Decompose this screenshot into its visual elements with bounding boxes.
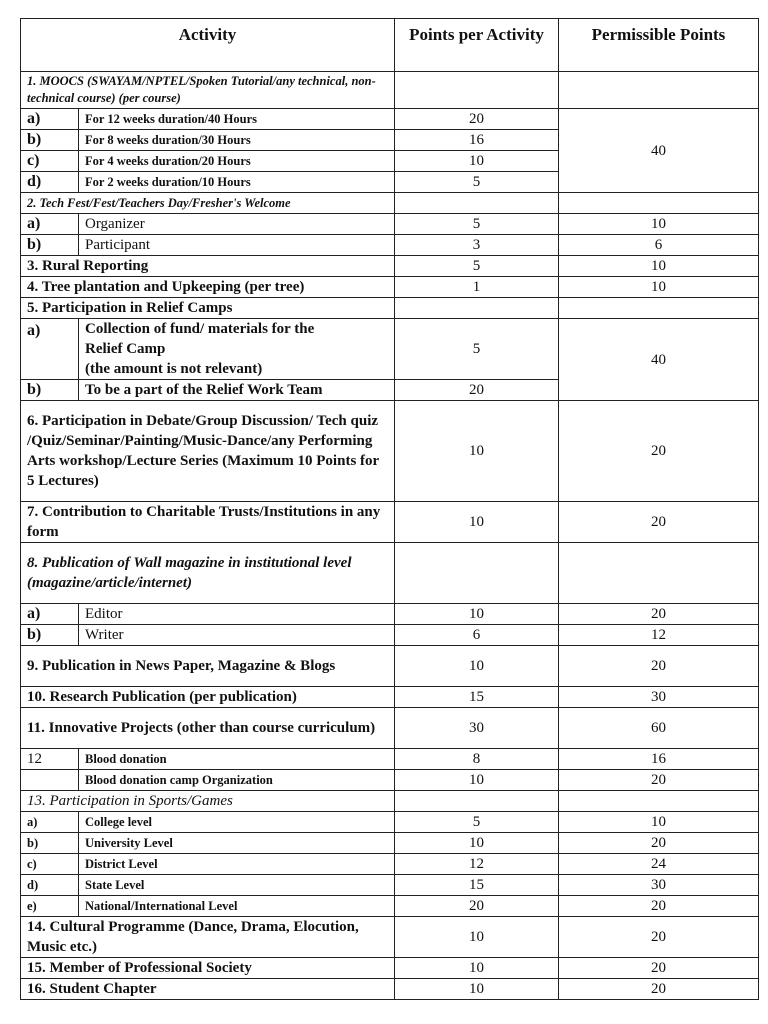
section-8-title: 8. Publication of Wall magazine in institutional level (magazine/article/internet) <box>21 543 395 604</box>
table-row <box>21 625 759 646</box>
item-letter: b) <box>21 625 79 646</box>
section-15-points: 10 <box>395 958 559 979</box>
item-permissible: 20 <box>559 833 759 854</box>
section-3-permissible: 10 <box>559 256 759 277</box>
item-label <box>79 319 395 380</box>
table-row <box>21 214 759 235</box>
section-6-title: 6. Participation in Debate/Group Discussion/ Tech quiz /Quiz/Seminar/Painting/Music-Dance/any Performing Arts workshop/Lecture Series (Maximum 10 Points for 5 Lectures) <box>21 401 395 502</box>
section-10-points: 15 <box>395 687 559 708</box>
item-points: 10 <box>395 833 559 854</box>
header-permissible-points: Permissible Points <box>559 19 759 72</box>
section-15-row <box>21 958 759 979</box>
item-permissible: 24 <box>559 854 759 875</box>
item-letter: e) <box>21 896 79 917</box>
section-1-permissible <box>559 72 759 109</box>
item-letter: c) <box>21 151 79 172</box>
section-10-row <box>21 687 759 708</box>
item-label: Writer <box>79 625 395 646</box>
section-13-permissible <box>559 791 759 812</box>
section-4-permissible: 10 <box>559 277 759 298</box>
item-points: 12 <box>395 854 559 875</box>
item-letter: c) <box>21 854 79 875</box>
item-permissible: 6 <box>559 235 759 256</box>
activity-points-table <box>20 18 759 1000</box>
table-row <box>21 109 759 130</box>
section-2-row <box>21 193 759 214</box>
item-label: National/International Level <box>79 896 395 917</box>
section-16-permissible: 20 <box>559 979 759 1000</box>
section-12-number: 12 <box>21 749 79 770</box>
section-11-permissible: 60 <box>559 708 759 749</box>
table-row <box>21 235 759 256</box>
section-1-row <box>21 72 759 109</box>
section-5-points <box>395 298 559 319</box>
item-letter: a) <box>21 109 79 130</box>
section-5-permissible-value: 40 <box>559 319 759 401</box>
table-row <box>21 812 759 833</box>
item-label: University Level <box>79 833 395 854</box>
section-8-permissible <box>559 543 759 604</box>
item-points: 5 <box>395 319 559 380</box>
table-row <box>21 854 759 875</box>
item-letter: b) <box>21 130 79 151</box>
item-points: 3 <box>395 235 559 256</box>
section-1-points <box>395 72 559 109</box>
item-label: For 8 weeks duration/30 Hours <box>79 130 395 151</box>
item-permissible: 30 <box>559 875 759 896</box>
table-row <box>21 319 759 380</box>
section-7-permissible: 20 <box>559 502 759 543</box>
section-16-row <box>21 979 759 1000</box>
table-row <box>21 749 759 770</box>
item-permissible: 12 <box>559 625 759 646</box>
section-7-row <box>21 502 759 543</box>
item-label: Participant <box>79 235 395 256</box>
section-8-row <box>21 543 759 604</box>
item-label: District Level <box>79 854 395 875</box>
section-13-row <box>21 791 759 812</box>
section-3-row <box>21 256 759 277</box>
section-14-permissible: 20 <box>559 917 759 958</box>
section-15-title: 15. Member of Professional Society <box>21 958 395 979</box>
section-2-points <box>395 193 559 214</box>
section-3-title: 3. Rural Reporting <box>21 256 395 277</box>
item-label: Organizer <box>79 214 395 235</box>
section-1-permissible-value: 40 <box>559 109 759 193</box>
item-label: For 2 weeks duration/10 Hours <box>79 172 395 193</box>
section-10-permissible: 30 <box>559 687 759 708</box>
table-row <box>21 604 759 625</box>
section-5-title: 5. Participation in Relief Camps <box>21 298 395 319</box>
item-letter: a) <box>21 319 79 380</box>
item-label: For 12 weeks duration/40 Hours <box>79 109 395 130</box>
item-label: Blood donation camp Organization <box>79 770 395 791</box>
item-points: 10 <box>395 604 559 625</box>
section-9-points: 10 <box>395 646 559 687</box>
section-2-title: 2. Tech Fest/Fest/Teachers Day/Fresher's Welcome <box>21 193 395 214</box>
header-activity: Activity <box>21 19 395 72</box>
item-points: 6 <box>395 625 559 646</box>
section-1-title: 1. MOOCS (SWAYAM/NPTEL/Spoken Tutorial/any technical, non-technical course) (per course) <box>21 72 395 109</box>
item-permissible: 20 <box>559 604 759 625</box>
item-label: Blood donation <box>79 749 395 770</box>
table-row <box>21 896 759 917</box>
item-label: Editor <box>79 604 395 625</box>
section-14-row <box>21 917 759 958</box>
section-11-row <box>21 708 759 749</box>
section-4-title: 4. Tree plantation and Upkeeping (per tree) <box>21 277 395 298</box>
item-label: State Level <box>79 875 395 896</box>
item-label-line: Collection of fund/ materials for the <box>85 321 315 337</box>
section-2-permissible <box>559 193 759 214</box>
section-14-title: 14. Cultural Programme (Dance, Drama, Elocution, Music etc.) <box>21 917 395 958</box>
section-14-points: 10 <box>395 917 559 958</box>
section-3-points: 5 <box>395 256 559 277</box>
item-letter: a) <box>21 812 79 833</box>
section-13-title: 13. Participation in Sports/Games <box>21 791 395 812</box>
item-letter: b) <box>21 235 79 256</box>
item-letter: a) <box>21 214 79 235</box>
section-5-permissible <box>559 298 759 319</box>
section-16-title: 16. Student Chapter <box>21 979 395 1000</box>
item-letter: b) <box>21 833 79 854</box>
item-label: College level <box>79 812 395 833</box>
section-6-points: 10 <box>395 401 559 502</box>
section-9-title: 9. Publication in News Paper, Magazine & Blogs <box>21 646 395 687</box>
section-6-permissible: 20 <box>559 401 759 502</box>
table-row <box>21 770 759 791</box>
item-permissible: 20 <box>559 896 759 917</box>
item-points: 10 <box>395 770 559 791</box>
header-row <box>21 19 759 72</box>
section-13-points <box>395 791 559 812</box>
item-points: 8 <box>395 749 559 770</box>
section-11-points: 30 <box>395 708 559 749</box>
item-label: To be a part of the Relief Work Team <box>79 380 395 401</box>
item-permissible: 10 <box>559 812 759 833</box>
item-points: 20 <box>395 380 559 401</box>
item-permissible: 16 <box>559 749 759 770</box>
item-letter: b) <box>21 380 79 401</box>
header-points-per-activity: Points per Activity <box>395 19 559 72</box>
item-letter: d) <box>21 172 79 193</box>
section-9-row <box>21 646 759 687</box>
item-permissible: 20 <box>559 770 759 791</box>
section-10-title: 10. Research Publication (per publication) <box>21 687 395 708</box>
item-points: 15 <box>395 875 559 896</box>
table-row <box>21 833 759 854</box>
item-letter: a) <box>21 604 79 625</box>
item-points: 20 <box>395 896 559 917</box>
item-points: 20 <box>395 109 559 130</box>
item-label: For 4 weeks duration/20 Hours <box>79 151 395 172</box>
item-label-line: Relief Camp <box>85 341 166 357</box>
section-6-row <box>21 401 759 502</box>
item-label-line: (the amount is not relevant) <box>85 361 263 377</box>
section-7-points: 10 <box>395 502 559 543</box>
section-4-row <box>21 277 759 298</box>
item-points: 5 <box>395 214 559 235</box>
section-4-points: 1 <box>395 277 559 298</box>
item-permissible: 10 <box>559 214 759 235</box>
section-7-title: 7. Contribution to Charitable Trusts/Institutions in any form <box>21 502 395 543</box>
item-letter <box>21 770 79 791</box>
item-points: 5 <box>395 172 559 193</box>
item-points: 10 <box>395 151 559 172</box>
section-15-permissible: 20 <box>559 958 759 979</box>
section-5-row <box>21 298 759 319</box>
table-row <box>21 875 759 896</box>
section-9-permissible: 20 <box>559 646 759 687</box>
item-points: 5 <box>395 812 559 833</box>
section-16-points: 10 <box>395 979 559 1000</box>
section-8-points <box>395 543 559 604</box>
item-letter: d) <box>21 875 79 896</box>
section-11-title: 11. Innovative Projects (other than course curriculum) <box>21 708 395 749</box>
item-points: 16 <box>395 130 559 151</box>
